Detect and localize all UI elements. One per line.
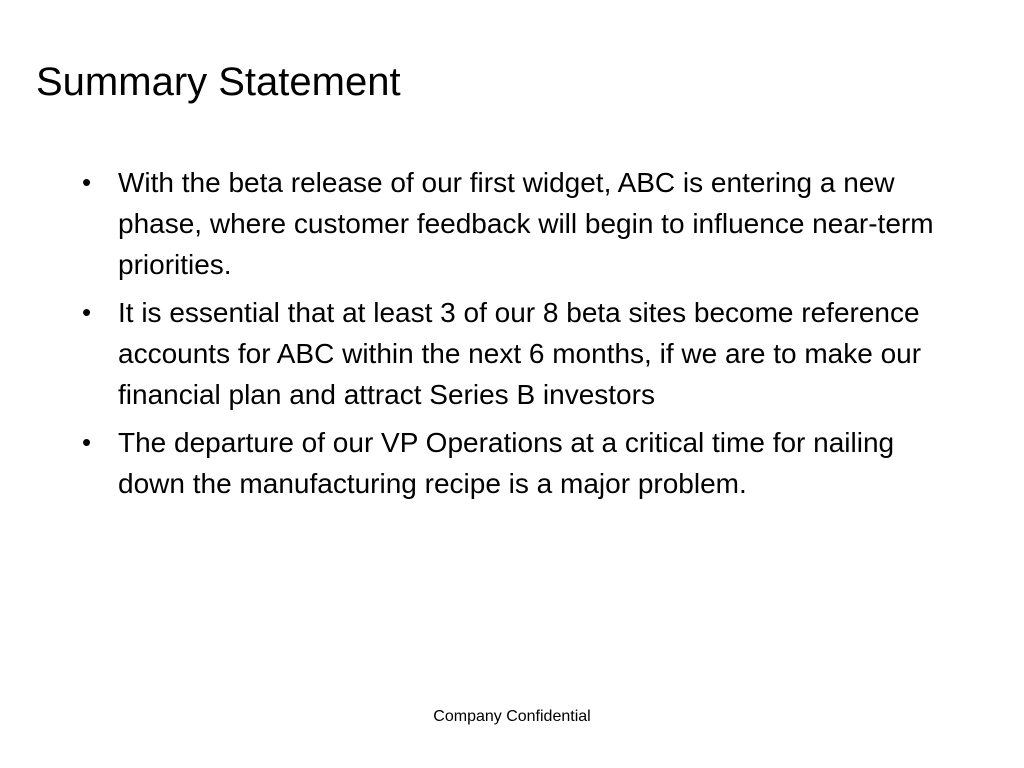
- bullet-marker: •: [82, 297, 92, 327]
- bullet-item: [80, 292, 940, 415]
- bullet-marker: •: [82, 167, 92, 197]
- bullet-text: It is essential that at least 3 of our 8 beta sites become reference accounts for ABC within the next 6 months, if we are to make our financial plan and attract Series B investors: [118, 297, 922, 410]
- bullet-item: [80, 422, 940, 504]
- bullet-item: [80, 162, 940, 285]
- bullet-text: The departure of our VP Operations at a critical time for nailing down the manufacturing recipe is a major problem.: [118, 427, 895, 499]
- slide-title: Summary Statement: [36, 60, 401, 104]
- bullet-text: With the beta release of our first widget, ABC is entering a new phase, where customer feedback will begin to influence near-term priorities.: [118, 167, 934, 280]
- bullet-list: [80, 162, 940, 511]
- footer-confidential: Company Confidential: [433, 708, 591, 725]
- bullet-marker: •: [82, 427, 92, 457]
